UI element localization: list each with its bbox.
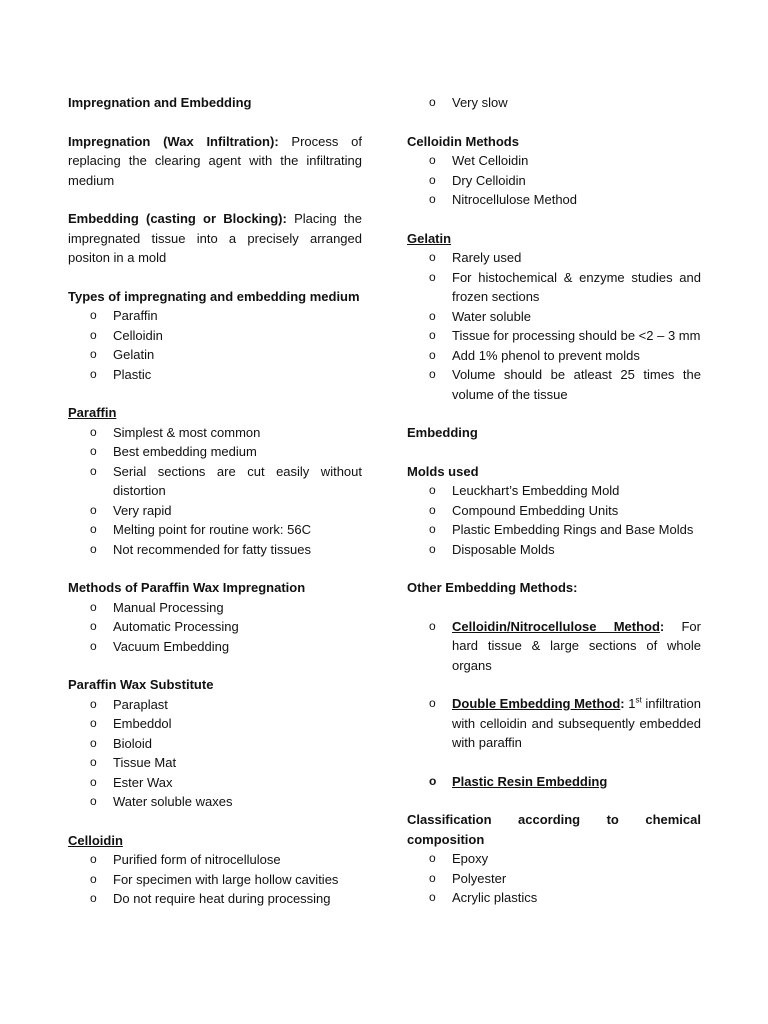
list-item <box>407 869 701 889</box>
embedding-heading: Embedding <box>407 425 478 440</box>
list-item-text: Celloidin <box>113 327 163 343</box>
impregnation-text: Process of replacing the clearing agent with the infiltrating medium <box>68 133 362 188</box>
methods-title: Methods of Paraffin Wax Impregnation <box>68 580 306 595</box>
list-item-text: Gelatin <box>113 347 155 362</box>
method-ordinal: 1 <box>624 696 636 711</box>
bullet-icon: o <box>90 891 97 905</box>
bullet-icon: o <box>429 541 436 556</box>
classification-list <box>407 849 701 908</box>
classification-title: Classification according to chemical composition <box>407 812 701 847</box>
bullet-icon: o <box>90 502 97 517</box>
gelatin-section <box>407 229 701 405</box>
list-item <box>407 694 701 753</box>
list-item-text: Water soluble <box>452 308 531 324</box>
list-item-text: Manual Processing <box>113 599 224 615</box>
list-item-text: Vacuum Embedding <box>113 638 230 654</box>
list-item-text: Paraplast <box>113 696 168 712</box>
list-item <box>407 326 701 346</box>
substitute-section <box>68 675 362 812</box>
document-heading: Impregnation and Embedding <box>68 95 252 110</box>
gelatin-title: Gelatin <box>407 230 452 246</box>
list-item-text: Water soluble waxes <box>113 794 233 809</box>
bullet-icon: o <box>429 522 436 536</box>
embedding-text: Placing the impregnated tissue into a precisely arranged positon in a mold <box>68 211 362 265</box>
embedding-definition <box>68 209 362 268</box>
celloidin-list <box>68 850 362 909</box>
list-item <box>68 695 362 715</box>
list-item <box>407 268 701 307</box>
paraffin-list <box>68 423 362 560</box>
list-item-text: Best embedding medium <box>113 444 257 459</box>
list-item-text: Embeddol <box>113 716 172 731</box>
list-item <box>68 326 362 346</box>
bullet-icon: o <box>90 308 97 322</box>
list-item-text: Wet Celloidin <box>452 153 529 168</box>
right-top-section <box>407 93 701 113</box>
list-item <box>407 540 701 560</box>
list-item <box>68 462 362 501</box>
method-text: For hard tissue & large sections of whole organs <box>452 618 701 673</box>
list-item-text: Nitrocellulose Method <box>452 192 578 207</box>
right-column <box>407 93 701 927</box>
paraffin-section <box>68 403 362 559</box>
method-term: Double Embedding Method <box>452 696 621 711</box>
list-item-text: Disposable Molds <box>452 541 555 557</box>
bullet-icon: o <box>429 153 436 167</box>
list-item <box>407 171 701 191</box>
bullet-icon: o <box>429 773 437 788</box>
celloidin-title: Celloidin <box>68 832 123 848</box>
bullet-icon: o <box>429 483 436 497</box>
bullet-icon: o <box>90 424 97 439</box>
list-item <box>68 306 362 326</box>
bullet-icon: o <box>429 192 436 206</box>
embedding-term: Embedding (casting or Blocking): <box>68 211 287 226</box>
list-item <box>407 520 701 540</box>
list-item-text: Polyester <box>452 870 507 886</box>
bullet-icon: o <box>429 250 436 264</box>
bullet-icon: o <box>429 502 436 517</box>
list-item-text: Paraffin <box>113 308 158 323</box>
list-item <box>68 501 362 521</box>
bullet-icon: o <box>429 851 436 865</box>
bullet-icon: o <box>429 870 436 885</box>
list-item-text: Plastic <box>113 366 152 382</box>
method-ordinal-suffix: st <box>635 695 642 705</box>
list-item <box>407 190 701 210</box>
method-colon: : <box>620 696 625 711</box>
list-item-text: Very slow <box>452 95 508 110</box>
molds-title: Molds used <box>407 463 479 479</box>
classification-section <box>407 810 701 908</box>
right-top-list <box>407 93 701 113</box>
celloidin-section <box>68 831 362 909</box>
list-item <box>407 617 701 676</box>
bullet-icon: o <box>90 366 97 381</box>
method-term: Plastic Resin Embedding <box>452 773 608 789</box>
list-item <box>407 151 701 171</box>
bullet-icon: o <box>429 308 436 323</box>
bullet-icon: o <box>90 541 97 556</box>
celloidin-methods-title: Celloidin Methods <box>407 133 519 149</box>
bullet-icon: o <box>429 367 436 381</box>
list-item <box>68 889 362 909</box>
bullet-icon: o <box>90 871 97 886</box>
bullet-icon: o <box>90 522 97 536</box>
list-item <box>407 481 701 501</box>
list-item <box>68 714 362 734</box>
method-colon: : <box>659 618 665 634</box>
left-column <box>68 93 362 928</box>
bullet-icon: o <box>90 619 97 633</box>
methods-list <box>68 598 362 657</box>
bullet-icon: o <box>429 172 436 187</box>
list-item <box>68 442 362 462</box>
bullet-icon: o <box>90 444 97 458</box>
celloidin-methods-section <box>407 132 701 210</box>
list-item-text: Epoxy <box>452 851 489 866</box>
method-term: Celloidin/Nitrocellulose Method <box>452 618 660 634</box>
list-item <box>68 520 362 540</box>
molds-list <box>407 481 701 559</box>
list-item <box>407 93 701 113</box>
list-item-text: Volume should be atleast 25 times the volume of the tissue <box>452 367 701 402</box>
list-item <box>68 753 362 773</box>
list-item-text: Tissue Mat <box>113 755 177 770</box>
list-item-text: Melting point for routine work: 56C <box>113 522 311 537</box>
list-item-text: Not recommended for fatty tissues <box>113 541 311 557</box>
other-methods-title: Other Embedding Methods: <box>407 580 578 595</box>
impregnation-term: Impregnation (Wax Infiltration): <box>68 133 279 149</box>
bullet-icon: o <box>90 463 97 478</box>
bullet-icon: o <box>429 696 436 710</box>
list-item-text: Plastic Embedding Rings and Base Molds <box>452 522 694 537</box>
list-item-text: Simplest & most common <box>113 424 261 440</box>
bullet-icon: o <box>90 327 97 342</box>
list-item <box>68 773 362 793</box>
method-text: infiltration with celloidin and subsequently embedded with paraffin <box>452 696 701 750</box>
bullet-icon: o <box>90 347 97 361</box>
list-item-text: Very rapid <box>113 502 172 518</box>
list-item-text: Serial sections are cut easily without distortion <box>113 463 362 498</box>
gelatin-list <box>407 248 701 404</box>
list-item-text: Add 1% phenol to prevent molds <box>452 347 640 363</box>
paraffin-title: Paraffin <box>68 405 117 420</box>
bullet-icon: o <box>90 774 97 789</box>
bullet-icon: o <box>90 794 97 808</box>
bullet-icon: o <box>90 696 97 711</box>
molds-section <box>407 462 701 560</box>
bullet-icon: o <box>429 618 436 633</box>
list-item-text: For histochemical & enzyme studies and frozen sections <box>452 269 701 304</box>
list-item <box>407 501 701 521</box>
list-item <box>68 870 362 890</box>
list-item <box>68 734 362 754</box>
bullet-icon: o <box>90 638 97 653</box>
bullet-icon: o <box>90 599 97 614</box>
list-item <box>407 849 701 869</box>
list-item-text: Dry Celloidin <box>452 172 526 188</box>
list-item <box>68 540 362 560</box>
bullet-icon: o <box>429 347 436 362</box>
list-item <box>68 423 362 443</box>
list-item <box>68 598 362 618</box>
list-item-text: Ester Wax <box>113 774 173 790</box>
list-item <box>407 346 701 366</box>
types-list <box>68 306 362 384</box>
substitute-title: Paraffin Wax Substitute <box>68 677 214 692</box>
impregnation-definition <box>68 132 362 191</box>
types-section <box>68 287 362 385</box>
list-item <box>407 772 701 792</box>
list-item-text: Tissue for processing should be <2 – 3 mm <box>452 328 701 343</box>
list-item-text: Compound Embedding Units <box>452 502 619 518</box>
list-item <box>68 365 362 385</box>
list-item-text: Bioloid <box>113 735 153 751</box>
list-item <box>407 248 701 268</box>
list-item <box>407 888 701 908</box>
bullet-icon: o <box>90 852 97 866</box>
bullet-icon: o <box>90 735 97 750</box>
list-item-text: Automatic Processing <box>113 619 239 634</box>
list-item <box>407 307 701 327</box>
other-methods-list <box>407 617 701 792</box>
methods-section <box>68 578 362 656</box>
list-item-text: Rarely used <box>452 250 522 265</box>
bullet-icon: o <box>429 95 436 109</box>
list-item <box>68 617 362 637</box>
list-item-text: Purified form of nitrocellulose <box>113 852 281 867</box>
list-item <box>68 792 362 812</box>
list-item <box>407 365 701 404</box>
list-item-text: Leuckhart’s Embedding Mold <box>452 483 620 498</box>
bullet-icon: o <box>90 755 97 769</box>
celloidin-methods-list <box>407 151 701 210</box>
list-item <box>68 637 362 657</box>
bullet-icon: o <box>429 890 436 904</box>
types-title: Types of impregnating and embedding medium <box>68 288 360 304</box>
list-item-text: Acrylic plastics <box>452 890 538 905</box>
bullet-icon: o <box>429 328 436 342</box>
bullet-icon: o <box>429 269 436 284</box>
list-item-text: Do not require heat during processing <box>113 891 331 906</box>
substitute-list <box>68 695 362 812</box>
list-item <box>68 850 362 870</box>
other-methods-section <box>407 578 701 791</box>
list-item <box>68 345 362 365</box>
bullet-icon: o <box>90 716 97 730</box>
list-item-text: For specimen with large hollow cavities <box>113 871 339 887</box>
